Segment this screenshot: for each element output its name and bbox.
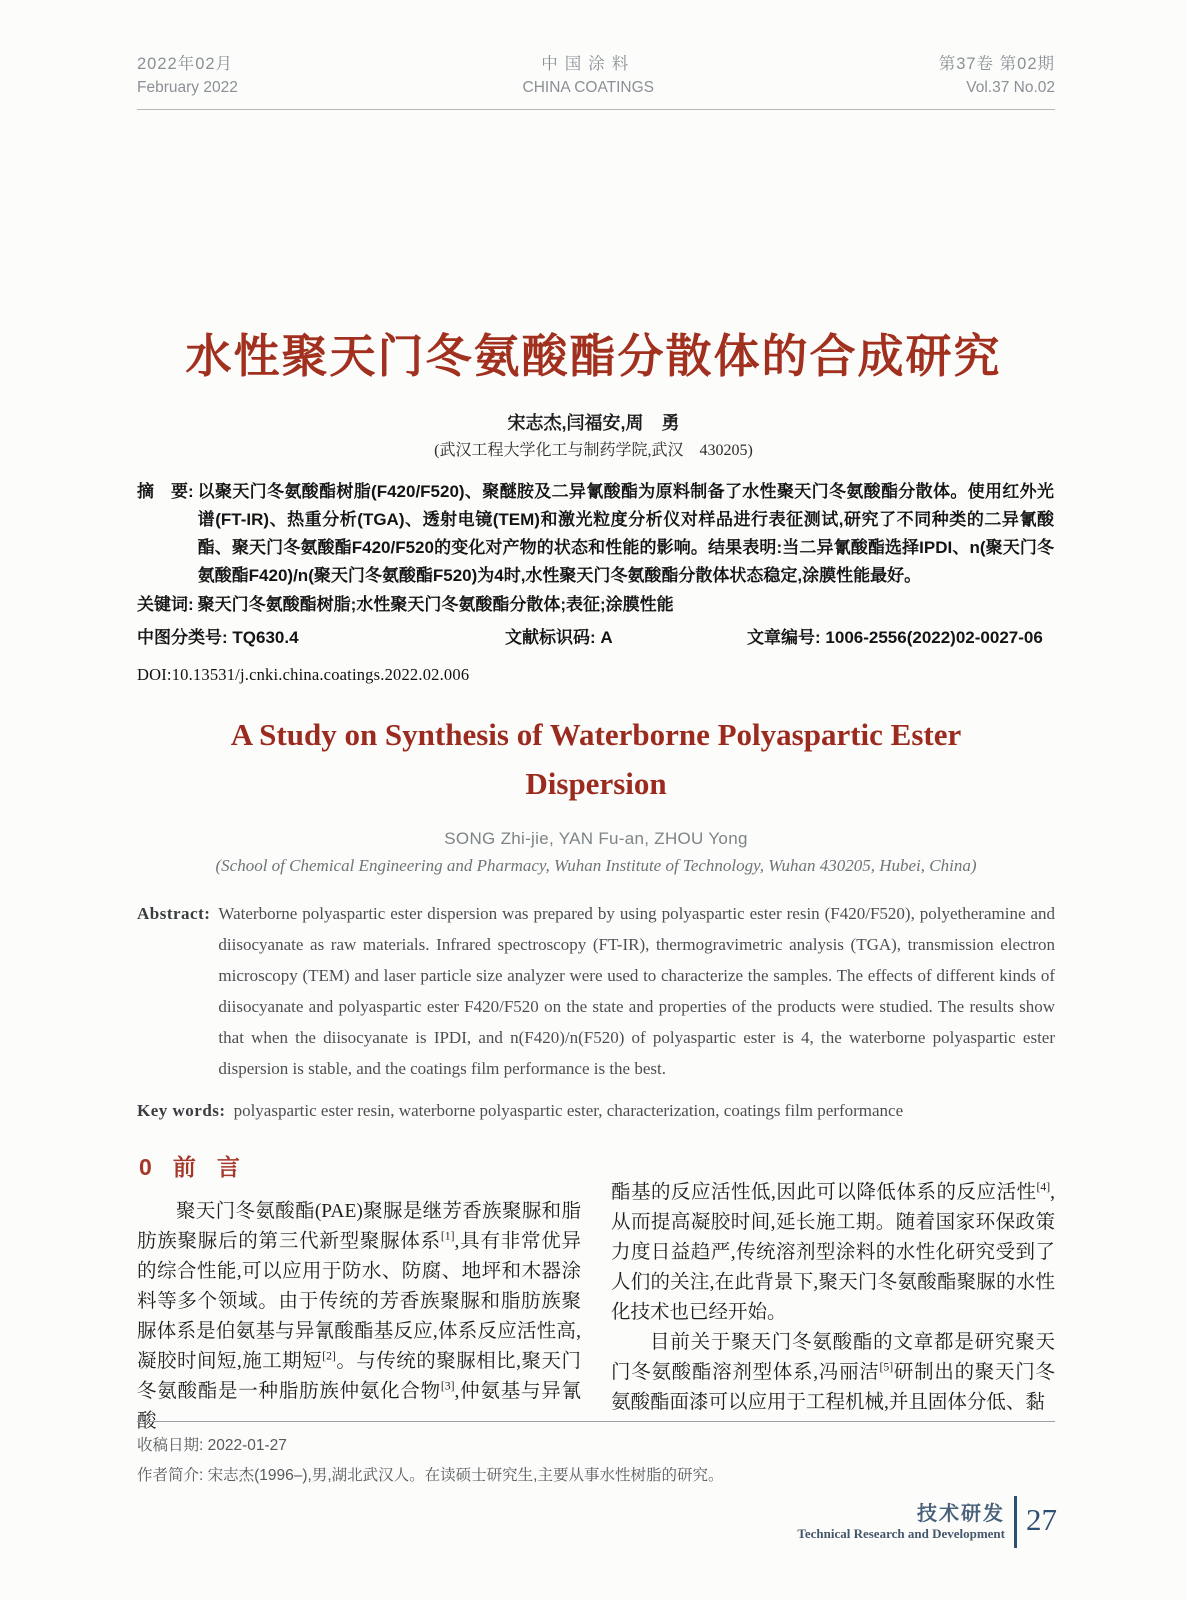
author-bio-value: 宋志杰(1996–),男,湖北武汉人。在读硕士研究生,主要从事水性树脂的研究。	[207, 1467, 724, 1484]
journal-name-zh: 中国涂料	[541, 55, 636, 73]
page-footer	[797, 1496, 1057, 1548]
section-0-paragraph-1-continued: 酯基的反应活性低,因此可以降低体系的反应活性[4],从而提高凝胶时间,延长施工期。随着国家环保政策力度日益趋严,传统溶剂型涂料的水性化研究受到了人们的关注,在此背景下,聚天门冬氨酸酯聚脲的水性化技术也已经开始。	[611, 1180, 1055, 1323]
column-name	[797, 1503, 1005, 1542]
keywords-zh-row	[137, 591, 1054, 619]
english-block	[137, 710, 1055, 1126]
article-id-label: 文章编号:	[747, 628, 821, 647]
doc-code-label: 文献标识码:	[505, 628, 596, 647]
article-title-en-line1: A Study on Synthesis of Waterborne Polyaspartic Ester	[230, 717, 962, 752]
column-name-en: Technical Research and Development	[797, 1525, 1005, 1541]
doc-code-field	[505, 624, 747, 652]
body-column-left	[137, 1147, 581, 1437]
affiliation-zh: (武汉工程大学化工与制药学院,武汉 430205)	[434, 442, 753, 459]
doc-code-value: A	[600, 628, 613, 647]
classification-row	[137, 624, 1054, 652]
section-0-paragraph-1: 聚天门冬氨酸酯(PAE)聚脲是继芳香族聚脲和脂肪族聚脲后的第三代新型聚脲体系[1],具有非常优异的综合性能,可以应用于防水、防腐、地坪和木器涂料等多个领域。由于传统的芳香族聚脲和脂肪族聚脲体系是伯氨基与异氰酸酯基反应,体系反应活性高,凝胶时间短,施工期短[2]。与传统的聚脲相比,聚天门冬氨酸酯是一种脂肪族仲氨化合物[3],仲氨基与异氰酸	[137, 1201, 581, 1432]
journal-running-head	[137, 52, 1055, 110]
abstract-zh-row	[137, 478, 1054, 590]
footer-divider	[1014, 1496, 1017, 1548]
received-date-line	[137, 1431, 1055, 1461]
received-date-label: 收稿日期:	[137, 1437, 204, 1454]
body-column-right	[611, 1147, 1055, 1437]
issue-date	[137, 52, 238, 100]
page-number: 27	[1026, 1502, 1057, 1537]
chinese-meta-block	[137, 478, 1054, 689]
section-0-heading: 0 前 言	[139, 1154, 241, 1180]
article-title-zh: 水性聚天门冬氨酸酯分散体的合成研究	[185, 331, 1002, 382]
journal-name	[523, 52, 654, 100]
article-id-value: 1006-2556(2022)02-0027-06	[825, 628, 1043, 647]
author-bio-label: 作者简介:	[137, 1467, 204, 1484]
clc-value: TQ630.4	[232, 628, 299, 647]
abstract-en-label: Abstract:	[137, 904, 211, 923]
abstract-zh-label: 摘 要:	[137, 482, 194, 501]
clc-label: 中图分类号:	[137, 628, 228, 647]
article-title-en-line2: Dispersion	[525, 766, 667, 801]
received-date-value: 2022-01-27	[207, 1437, 287, 1454]
issue-date-zh: 2022年02月	[137, 55, 234, 73]
abstract-en-text: Waterborne polyaspartic ester dispersion was prepared by using polyaspartic ester resin (F420/F520), polyetheramine and diisocyanate as raw materials. Infrared spectroscopy (FT-IR), thermogravimetric analysis (TGA), transmission electron microscopy (TEM) and laser particle size analyzer were used to characterize the samples. The effects of different kinds of diisocyanate and polyaspartic ester F420/F520 on the state and properties of the products were studied. The results show that when the diisocyanate is IPDI, and n(F420)/n(F520) of polyaspartic ester is 4, the waterborne polyaspartic ester dispersion is stable, and the coatings film performance is the best.	[218, 904, 1055, 1078]
abstract-en-row	[137, 898, 1055, 1084]
article-id-field	[747, 624, 1054, 652]
keywords-en-text: polyaspartic ester resin, waterborne polyaspartic ester, characterization, coatings film performance	[233, 1101, 904, 1120]
volume-issue-en: Vol.37 No.02	[966, 79, 1055, 96]
author-bio-line	[137, 1461, 1055, 1491]
article-title-en	[137, 710, 1055, 808]
footnote-block	[137, 1421, 1055, 1491]
keywords-zh-text: 聚天门冬氨酸酯树脂;水性聚天门冬氨酸酯分散体;表征;涂膜性能	[197, 595, 674, 614]
issue-date-en: February 2022	[137, 79, 238, 96]
doi: DOI:10.13531/j.cnki.china.coatings.2022.02.006	[137, 665, 470, 684]
volume-issue-zh: 第37卷 第02期	[938, 55, 1055, 73]
journal-name-en: CHINA COATINGS	[522, 79, 654, 96]
body-columns	[137, 1147, 1055, 1437]
keywords-en-row	[137, 1096, 1055, 1126]
clc-field	[137, 624, 505, 652]
authors-zh: 宋志杰,闫福安,周 勇	[507, 413, 680, 433]
section-0-paragraph-2: 目前关于聚天门冬氨酸酯的文章都是研究聚天门冬氨酸酯溶剂型体系,冯丽洁[5]研制出的聚天门冬氨酸酯面漆可以应用于工程机械,并且固体分低、黏	[611, 1332, 1055, 1413]
affiliation-en: (School of Chemical Engineering and Pharmacy, Wuhan Institute of Technology, Wuhan 430205, Hubei, China)	[215, 856, 977, 875]
abstract-zh-text: 以聚天门冬氨酸酯树脂(F420/F520)、聚醚胺及二异氰酸酯为原料制备了水性聚天门冬氨酸酯分散体。使用红外光谱(FT-IR)、热重分析(TGA)、透射电镜(TEM)和激光粒度分析仪对样品进行表征测试,研究了不同种类的二异氰酸酯、聚天门冬氨酸酯F420/F520的变化对产物的状态和性能的影响。结果表明:当二异氰酸酯选择IPDI、n(聚天门冬氨酸酯F420)/n(聚天门冬氨酸酯F520)为4时,水性聚天门冬氨酸酯分散体状态稳定,涂膜性能最好。	[197, 482, 1054, 585]
authors-en: SONG Zhi-jie, YAN Fu-an, ZHOU Yong	[444, 829, 748, 848]
column-name-zh: 技术研发	[917, 1502, 1005, 1525]
keywords-zh-label: 关键词:	[137, 595, 194, 614]
volume-issue	[939, 52, 1055, 100]
keywords-en-label: Key words:	[137, 1101, 226, 1120]
